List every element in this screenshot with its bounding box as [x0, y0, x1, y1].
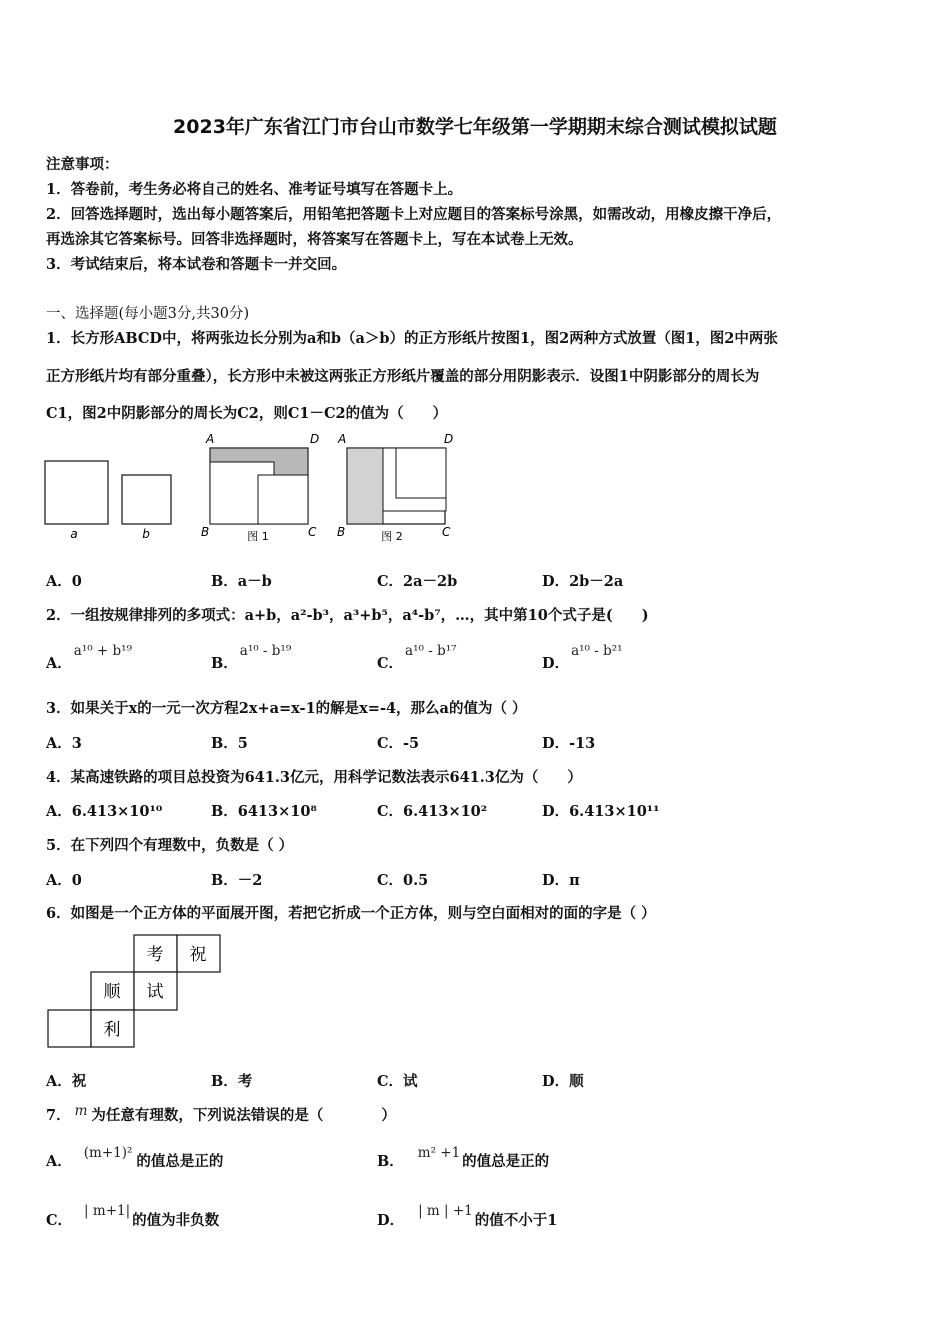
- q1-option-d[interactable]: D．2b－2a: [542, 573, 624, 590]
- q6-option-b[interactable]: B．考: [211, 1073, 253, 1090]
- label-A: A: [338, 432, 347, 446]
- q6-option-c[interactable]: C．试: [377, 1073, 418, 1090]
- q2-formula-d: a¹⁰ - b²¹: [571, 643, 623, 659]
- q1-option-b[interactable]: B．a－b: [211, 573, 272, 590]
- figure-2: [337, 432, 453, 543]
- option-letter: A．: [46, 655, 72, 672]
- net-face-shi: 试: [146, 982, 164, 1002]
- q5-stem: 5．在下列四个有理数中，负数是（ ）: [46, 837, 294, 854]
- q6-option-a[interactable]: A．祝: [46, 1073, 87, 1090]
- section-heading: 一、选择题(每小题3分,共30分): [46, 306, 250, 322]
- q5-option-c[interactable]: C．0.5: [377, 872, 429, 889]
- q7-option-a[interactable]: [46, 1145, 224, 1171]
- q7-tail-a: 的值总是正的: [136, 1153, 224, 1170]
- q2-formula-c: a¹⁰ - b¹⁷: [405, 643, 457, 659]
- notice-item: 2．回答选择题时，选出每小题答案后，用铅笔把答题卡上对应题目的答案标号涂黑，如需改动，用橡皮擦干净后，: [46, 206, 782, 223]
- q2-option-b[interactable]: [211, 643, 292, 673]
- q3-option-b[interactable]: B．5: [211, 735, 248, 752]
- q2-option-a[interactable]: [46, 643, 132, 673]
- q3-option-d[interactable]: D．-13: [542, 735, 596, 752]
- q1-option-c[interactable]: C．2a－2b: [377, 573, 458, 590]
- label-B: B: [201, 525, 210, 539]
- q7-tail-d: 的值不小于1: [474, 1212, 558, 1229]
- label-C: C: [442, 525, 451, 539]
- option-letter: B．: [377, 1153, 404, 1170]
- q3-option-c[interactable]: C．-5: [377, 735, 420, 752]
- q5-option-d[interactable]: D．π: [542, 872, 580, 889]
- q4-stem: 4．某高速铁路的项目总投资为641.3亿元，用科学记数法表示641.3亿为（ ）: [46, 769, 582, 786]
- q3-option-a[interactable]: A．3: [46, 735, 82, 752]
- q2-formula-a: a¹⁰ + b¹⁹: [73, 643, 132, 659]
- label-a: a: [70, 527, 78, 541]
- label-C: C: [308, 525, 317, 539]
- q2-option-c[interactable]: [377, 643, 457, 673]
- q7-formula-c: | m+1|: [84, 1203, 131, 1219]
- q1-option-a[interactable]: A．0: [46, 573, 82, 590]
- label-D: D: [310, 432, 320, 446]
- q4-option-a[interactable]: A．6.413×10¹⁰: [46, 803, 163, 820]
- label-D: D: [444, 432, 454, 446]
- option-letter: A．: [46, 1153, 72, 1170]
- option-letter: D．: [542, 655, 570, 672]
- q7-stem: [46, 1104, 396, 1125]
- q5-option-b[interactable]: B．－2: [211, 872, 263, 889]
- option-letter: D．: [377, 1212, 405, 1229]
- q6-option-d[interactable]: D．顺: [542, 1073, 584, 1090]
- q1-stem-line1: 1．长方形ABCD中，将两张边长分别为a和b（a＞b）的正方形纸片按图1，图2两种方式放置（图1，图2中两张: [46, 330, 778, 347]
- q1-stem-line3: C1，图2中阴影部分的周长为C2，则C1－C2的值为（ ）: [46, 405, 448, 422]
- q2-option-d[interactable]: [542, 643, 623, 673]
- option-letter: B．: [211, 655, 238, 672]
- q4-option-c[interactable]: C．6.413×10²: [377, 803, 488, 820]
- q7-option-c[interactable]: [46, 1203, 220, 1230]
- q6-stem: 6．如图是一个正方体的平面展开图，若把它折成一个正方体，则与空白面相对的面的字是（ ）: [46, 905, 656, 922]
- q7-option-b[interactable]: [377, 1145, 550, 1171]
- net-face-shun: 顺: [103, 982, 121, 1002]
- q7-option-d[interactable]: [377, 1203, 558, 1230]
- notice-item: 3．考试结束后，将本试卷和答题卡一并交回。: [46, 256, 347, 273]
- notice-item: 再选涂其它答案标号。回答非选择题时，将答案写在答题卡上，写在本试卷上无效。: [46, 231, 583, 248]
- fig2-caption: 图 2: [381, 530, 403, 543]
- notice-item: 1．答卷前，考生务必将自己的姓名、准考证号填写在答题卡上。: [46, 181, 463, 198]
- q4-option-d[interactable]: D．6.413×10¹¹: [542, 803, 660, 820]
- option-letter: C．: [377, 655, 404, 672]
- q2-stem: 2．一组按规律排列的多项式：a+b，a²-b³，a³+b⁵，a⁴-b⁷，…，其中第10个式子是( ): [46, 607, 649, 624]
- label-B: B: [337, 525, 346, 539]
- q2-formula-b: a¹⁰ - b¹⁹: [239, 643, 292, 659]
- label-A: A: [206, 432, 215, 446]
- fig1-caption: 图 1: [247, 530, 269, 543]
- page-title: 2023年广东省江门市台山市数学七年级第一学期期末综合测试模拟试题: [173, 116, 777, 138]
- q7-tail-c: 的值为非负数: [132, 1212, 220, 1229]
- q1-stem-line2: 正方形纸片均有部分重叠），长方形中未被这两张正方形纸片覆盖的部分用阴影表示．设图1中阴影部分的周长为: [46, 368, 760, 385]
- q1-figure: [40, 428, 470, 550]
- net-face-kao: 考: [146, 945, 164, 965]
- q7-formula-a: (m+1)²: [83, 1145, 133, 1161]
- q7-variable: m: [74, 1103, 88, 1119]
- q7-formula-d: | m | +1: [418, 1203, 473, 1219]
- q7-number: 7．: [46, 1107, 71, 1124]
- q3-stem: 3．如果关于x的一元一次方程2x+a=x-1的解是x=-4，那么a的值为（ ）: [46, 700, 527, 717]
- q7-stem-text: 为任意有理数，下列说法错误的是（ ）: [91, 1107, 396, 1124]
- label-b: b: [142, 527, 150, 541]
- figure-1: [201, 432, 319, 543]
- option-letter: C．: [46, 1212, 73, 1229]
- net-face-li: 利: [103, 1020, 121, 1040]
- q7-tail-b: 的值总是正的: [462, 1153, 550, 1170]
- cube-net: [47, 934, 223, 1050]
- q7-formula-b: m² +1: [417, 1145, 461, 1161]
- net-face-zhu: 祝: [189, 945, 207, 965]
- q4-option-b[interactable]: B．6413×10⁸: [211, 803, 317, 820]
- q5-option-a[interactable]: A．0: [46, 872, 82, 889]
- notice-heading: 注意事项：: [46, 156, 119, 173]
